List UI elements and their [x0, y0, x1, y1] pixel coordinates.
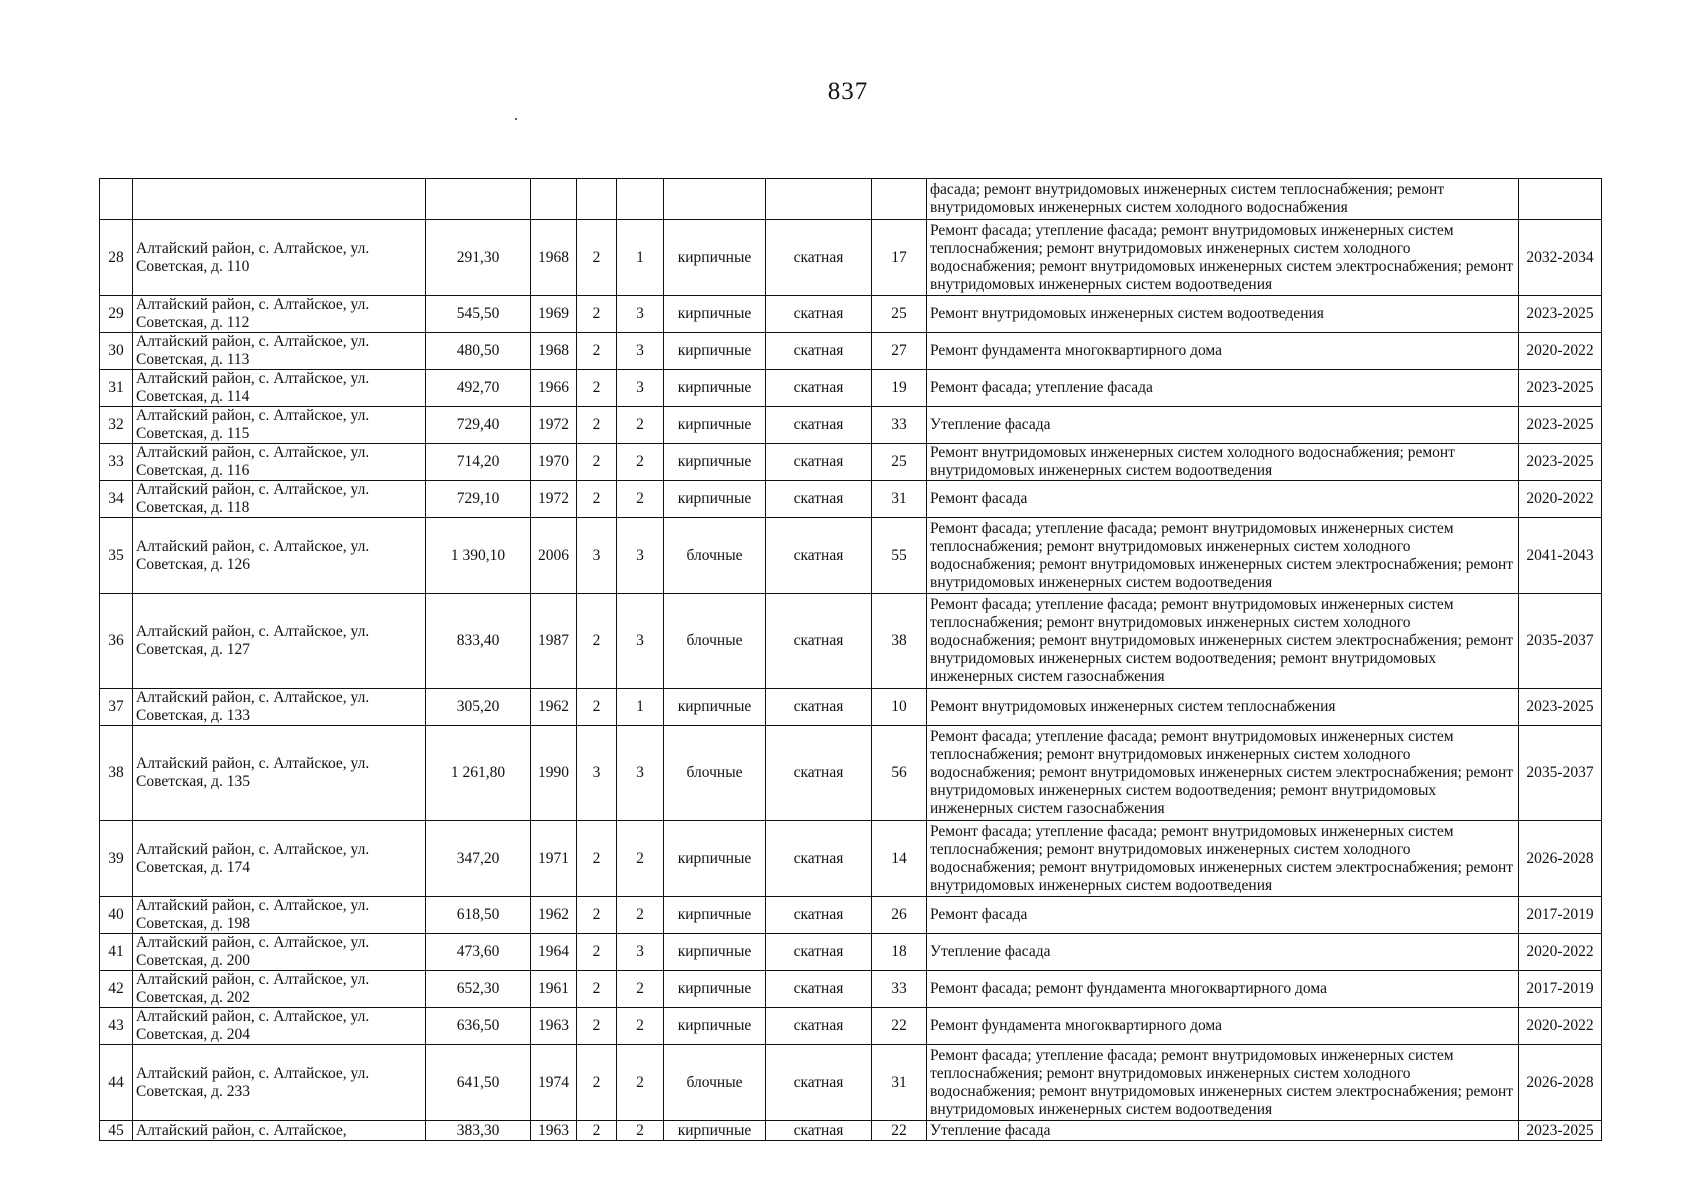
cell-entrances: 3	[617, 370, 664, 407]
cell-units: 31	[872, 1045, 927, 1121]
cell-floors: 3	[577, 518, 617, 594]
cell-year: 1968	[531, 220, 577, 296]
cell-walls: блочные	[664, 594, 766, 689]
cell-walls: кирпичные	[664, 971, 766, 1008]
cell-period: 2041-2043	[1519, 518, 1602, 594]
cell-year: 1969	[531, 296, 577, 333]
cell-area: 291,30	[426, 220, 531, 296]
cell-number: 42	[100, 971, 133, 1008]
cell-address: Алтайский район, с. Алтайское, ул. Советская, д. 204	[133, 1008, 426, 1045]
cell-period: 2020-2022	[1519, 333, 1602, 370]
cell-works: Ремонт фасада; утепление фасада	[927, 370, 1519, 407]
cell-entrances	[617, 179, 664, 220]
cell-floors: 2	[577, 689, 617, 726]
cell-walls: кирпичные	[664, 1008, 766, 1045]
cell-walls: кирпичные	[664, 333, 766, 370]
cell-roof: скатная	[766, 821, 872, 897]
table-body	[100, 179, 1602, 1141]
cell-floors: 2	[577, 407, 617, 444]
cell-works: Ремонт фасада	[927, 897, 1519, 934]
cell-area: 729,10	[426, 481, 531, 518]
table-row	[100, 594, 1602, 689]
cell-floors: 2	[577, 934, 617, 971]
table-row	[100, 370, 1602, 407]
cell-area: 636,50	[426, 1008, 531, 1045]
cell-works: Ремонт фасада; утепление фасада; ремонт внутридомовых инженерных систем теплоснабжения; ремонт внутридомовых инженерных систем холодного водоснабжения; ремонт внутридомовых инженерных систем электроснабжения; ремонт внутридомовых инженерных систем водоотведения; ремонт внутридомовых инженерных систем газоснабжения	[927, 726, 1519, 821]
cell-roof: скатная	[766, 370, 872, 407]
cell-floors: 2	[577, 821, 617, 897]
cell-number: 29	[100, 296, 133, 333]
cell-roof: скатная	[766, 689, 872, 726]
cell-walls: кирпичные	[664, 407, 766, 444]
cell-entrances: 1	[617, 220, 664, 296]
cell-number: 36	[100, 594, 133, 689]
cell-area: 545,50	[426, 296, 531, 333]
cell-period	[1519, 179, 1602, 220]
cell-walls: кирпичные	[664, 897, 766, 934]
cell-entrances: 2	[617, 971, 664, 1008]
table-row	[100, 934, 1602, 971]
cell-floors: 3	[577, 726, 617, 821]
cell-number: 40	[100, 897, 133, 934]
cell-period: 2026-2028	[1519, 821, 1602, 897]
cell-number: 34	[100, 481, 133, 518]
table-row	[100, 897, 1602, 934]
cell-entrances: 2	[617, 1008, 664, 1045]
cell-roof: скатная	[766, 971, 872, 1008]
cell-floors: 2	[577, 220, 617, 296]
cell-number: 43	[100, 1008, 133, 1045]
cell-year: 1970	[531, 444, 577, 481]
cell-units: 10	[872, 689, 927, 726]
cell-area: 1 390,10	[426, 518, 531, 594]
cell-entrances: 3	[617, 333, 664, 370]
cell-roof: скатная	[766, 333, 872, 370]
cell-period: 2032-2034	[1519, 220, 1602, 296]
table-row	[100, 971, 1602, 1008]
cell-walls: кирпичные	[664, 220, 766, 296]
cell-address: Алтайский район, с. Алтайское, ул. Советская, д. 110	[133, 220, 426, 296]
cell-address	[133, 179, 426, 220]
cell-area: 492,70	[426, 370, 531, 407]
cell-number: 37	[100, 689, 133, 726]
cell-address: Алтайский район, с. Алтайское, ул. Советская, д. 127	[133, 594, 426, 689]
cell-year: 1966	[531, 370, 577, 407]
cell-period: 2023-2025	[1519, 1121, 1602, 1141]
cell-period: 2020-2022	[1519, 481, 1602, 518]
cell-period: 2023-2025	[1519, 370, 1602, 407]
table-row	[100, 296, 1602, 333]
cell-address: Алтайский район, с. Алтайское, ул. Советская, д. 200	[133, 934, 426, 971]
cell-units: 25	[872, 296, 927, 333]
cell-walls: блочные	[664, 518, 766, 594]
cell-floors	[577, 179, 617, 220]
cell-address: Алтайский район, с. Алтайское, ул. Советская, д. 112	[133, 296, 426, 333]
cell-year: 1972	[531, 481, 577, 518]
cell-year: 1971	[531, 821, 577, 897]
cell-year: 1963	[531, 1121, 577, 1141]
cell-roof: скатная	[766, 897, 872, 934]
table-row	[100, 444, 1602, 481]
cell-entrances: 3	[617, 594, 664, 689]
cell-entrances: 2	[617, 407, 664, 444]
scan-speck	[515, 118, 517, 120]
continued-row	[100, 179, 1602, 220]
cell-number: 45	[100, 1121, 133, 1141]
page-number: 837	[827, 78, 869, 105]
cell-works: Ремонт внутридомовых инженерных систем водоотведения	[927, 296, 1519, 333]
cell-works: Ремонт фундамента многоквартирного дома	[927, 333, 1519, 370]
cell-floors: 2	[577, 897, 617, 934]
cell-units: 19	[872, 370, 927, 407]
cell-works: Ремонт фасада; утепление фасада; ремонт внутридомовых инженерных систем теплоснабжения; ремонт внутридомовых инженерных систем холодного водоснабжения; ремонт внутридомовых инженерных систем электроснабжения; ремонт внутридомовых инженерных систем водоотведения	[927, 821, 1519, 897]
cell-units: 56	[872, 726, 927, 821]
cell-floors: 2	[577, 1045, 617, 1121]
cell-area: 473,60	[426, 934, 531, 971]
cell-period: 2023-2025	[1519, 444, 1602, 481]
cell-period: 2035-2037	[1519, 726, 1602, 821]
cell-floors: 2	[577, 444, 617, 481]
cell-number: 41	[100, 934, 133, 971]
table-row	[100, 1008, 1602, 1045]
cell-walls: блочные	[664, 726, 766, 821]
cell-address: Алтайский район, с. Алтайское, ул. Советская, д. 233	[133, 1045, 426, 1121]
cell-units: 22	[872, 1121, 927, 1141]
cell-units: 27	[872, 333, 927, 370]
cell-roof: скатная	[766, 1045, 872, 1121]
cell-period: 2023-2025	[1519, 296, 1602, 333]
cell-floors: 2	[577, 481, 617, 518]
table-row	[100, 481, 1602, 518]
cell-entrances: 3	[617, 726, 664, 821]
table-row	[100, 1045, 1602, 1121]
table-row	[100, 726, 1602, 821]
cell-floors: 2	[577, 594, 617, 689]
cell-period: 2017-2019	[1519, 897, 1602, 934]
cell-units: 25	[872, 444, 927, 481]
cell-area: 833,40	[426, 594, 531, 689]
cell-roof: скатная	[766, 1121, 872, 1141]
cell-units: 55	[872, 518, 927, 594]
cell-area: 480,50	[426, 333, 531, 370]
cell-roof: скатная	[766, 934, 872, 971]
cell-area: 347,20	[426, 821, 531, 897]
cell-units: 22	[872, 1008, 927, 1045]
cell-address: Алтайский район, с. Алтайское, ул. Советская, д. 198	[133, 897, 426, 934]
cell-units: 38	[872, 594, 927, 689]
cell-year: 1963	[531, 1008, 577, 1045]
table-row	[100, 518, 1602, 594]
cell-walls: кирпичные	[664, 481, 766, 518]
cell-address: Алтайский район, с. Алтайское, ул. Советская, д. 114	[133, 370, 426, 407]
cell-number: 38	[100, 726, 133, 821]
cell-walls: кирпичные	[664, 821, 766, 897]
cell-period: 2020-2022	[1519, 934, 1602, 971]
cell-units: 14	[872, 821, 927, 897]
cell-number: 33	[100, 444, 133, 481]
cell-roof: скатная	[766, 1008, 872, 1045]
cell-area: 652,30	[426, 971, 531, 1008]
cell-works: Утепление фасада	[927, 1121, 1519, 1141]
cell-year: 1962	[531, 897, 577, 934]
cell-area: 729,40	[426, 407, 531, 444]
cell-year: 1964	[531, 934, 577, 971]
cell-works: Ремонт внутридомовых инженерных систем теплоснабжения	[927, 689, 1519, 726]
cell-address: Алтайский район, с. Алтайское, ул. Советская, д. 133	[133, 689, 426, 726]
cell-address: Алтайский район, с. Алтайское,	[133, 1121, 426, 1141]
cell-works: Ремонт фасада; утепление фасада; ремонт внутридомовых инженерных систем теплоснабжения; ремонт внутридомовых инженерных систем холодного водоснабжения; ремонт внутридомовых инженерных систем электроснабжения; ремонт внутридомовых инженерных систем водоотведения	[927, 518, 1519, 594]
cell-units: 26	[872, 897, 927, 934]
cell-year: 1990	[531, 726, 577, 821]
cell-area: 305,20	[426, 689, 531, 726]
cell-year: 1962	[531, 689, 577, 726]
cell-period: 2023-2025	[1519, 689, 1602, 726]
cell-floors: 2	[577, 370, 617, 407]
cell-area: 1 261,80	[426, 726, 531, 821]
cell-address: Алтайский район, с. Алтайское, ул. Советская, д. 202	[133, 971, 426, 1008]
cell-roof: скатная	[766, 296, 872, 333]
cell-area: 383,30	[426, 1121, 531, 1141]
cell-year: 1972	[531, 407, 577, 444]
cell-number: 44	[100, 1045, 133, 1121]
cell-works: Утепление фасада	[927, 407, 1519, 444]
table-row	[100, 1121, 1602, 1141]
cell-period: 2026-2028	[1519, 1045, 1602, 1121]
cell-year: 1987	[531, 594, 577, 689]
cell-works: Ремонт фасада; ремонт фундамента многоквартирного дома	[927, 971, 1519, 1008]
cell-roof: скатная	[766, 481, 872, 518]
cell-number: 28	[100, 220, 133, 296]
cell-roof: скатная	[766, 444, 872, 481]
cell-area: 641,50	[426, 1045, 531, 1121]
cell-year: 1968	[531, 333, 577, 370]
cell-entrances: 2	[617, 821, 664, 897]
cell-units: 18	[872, 934, 927, 971]
cell-walls: кирпичные	[664, 370, 766, 407]
cell-entrances: 2	[617, 897, 664, 934]
housing-register-table	[99, 178, 1602, 1141]
cell-address: Алтайский район, с. Алтайское, ул. Советская, д. 135	[133, 726, 426, 821]
cell-walls: кирпичные	[664, 689, 766, 726]
cell-period: 2035-2037	[1519, 594, 1602, 689]
cell-area: 618,50	[426, 897, 531, 934]
cell-works: Утепление фасада	[927, 934, 1519, 971]
cell-number: 30	[100, 333, 133, 370]
cell-year: 2006	[531, 518, 577, 594]
cell-works: Ремонт фасада; утепление фасада; ремонт внутридомовых инженерных систем теплоснабжения; ремонт внутридомовых инженерных систем холодного водоснабжения; ремонт внутридомовых инженерных систем электроснабжения; ремонт внутридомовых инженерных систем водоотведения	[927, 220, 1519, 296]
cell-address: Алтайский район, с. Алтайское, ул. Советская, д. 115	[133, 407, 426, 444]
cell-works: Ремонт фасада; утепление фасада; ремонт внутридомовых инженерных систем теплоснабжения; ремонт внутридомовых инженерных систем холодного водоснабжения; ремонт внутридомовых инженерных систем электроснабжения; ремонт внутридомовых инженерных систем водоотведения; ремонт внутридомовых инженерных систем газоснабжения	[927, 594, 1519, 689]
cell-roof: скатная	[766, 594, 872, 689]
cell-area: 714,20	[426, 444, 531, 481]
cell-number: 31	[100, 370, 133, 407]
cell-works: фасада; ремонт внутридомовых инженерных систем теплоснабжения; ремонт внутридомовых инженерных систем холодного водоснабжения	[927, 179, 1519, 220]
table-row	[100, 689, 1602, 726]
cell-address: Алтайский район, с. Алтайское, ул. Советская, д. 113	[133, 333, 426, 370]
cell-floors: 2	[577, 971, 617, 1008]
cell-number: 32	[100, 407, 133, 444]
cell-roof: скатная	[766, 726, 872, 821]
cell-units: 31	[872, 481, 927, 518]
cell-works: Ремонт фасада; утепление фасада; ремонт внутридомовых инженерных систем теплоснабжения; ремонт внутридомовых инженерных систем холодного водоснабжения; ремонт внутридомовых инженерных систем электроснабжения; ремонт внутридомовых инженерных систем водоотведения	[927, 1045, 1519, 1121]
cell-address: Алтайский район, с. Алтайское, ул. Советская, д. 174	[133, 821, 426, 897]
cell-year: 1961	[531, 971, 577, 1008]
table-row	[100, 220, 1602, 296]
cell-walls: кирпичные	[664, 934, 766, 971]
cell-entrances: 2	[617, 1045, 664, 1121]
cell-works: Ремонт фасада	[927, 481, 1519, 518]
cell-address: Алтайский район, с. Алтайское, ул. Советская, д. 126	[133, 518, 426, 594]
cell-period: 2023-2025	[1519, 407, 1602, 444]
table-row	[100, 407, 1602, 444]
cell-roof: скатная	[766, 220, 872, 296]
cell-units	[872, 179, 927, 220]
cell-entrances: 2	[617, 481, 664, 518]
cell-entrances: 3	[617, 296, 664, 333]
cell-units: 17	[872, 220, 927, 296]
cell-works: Ремонт фундамента многоквартирного дома	[927, 1008, 1519, 1045]
cell-units: 33	[872, 971, 927, 1008]
cell-entrances: 1	[617, 689, 664, 726]
cell-walls	[664, 179, 766, 220]
table-row	[100, 333, 1602, 370]
cell-walls: кирпичные	[664, 296, 766, 333]
cell-walls: блочные	[664, 1045, 766, 1121]
cell-roof	[766, 179, 872, 220]
cell-works: Ремонт внутридомовых инженерных систем холодного водоснабжения; ремонт внутридомовых инженерных систем водоотведения	[927, 444, 1519, 481]
cell-area	[426, 179, 531, 220]
cell-number	[100, 179, 133, 220]
cell-year: 1974	[531, 1045, 577, 1121]
cell-number: 35	[100, 518, 133, 594]
cell-year	[531, 179, 577, 220]
cell-address: Алтайский район, с. Алтайское, ул. Советская, д. 118	[133, 481, 426, 518]
cell-floors: 2	[577, 333, 617, 370]
cell-period: 2017-2019	[1519, 971, 1602, 1008]
cell-entrances: 3	[617, 934, 664, 971]
cell-roof: скатная	[766, 407, 872, 444]
cell-entrances: 2	[617, 1121, 664, 1141]
cell-walls: кирпичные	[664, 1121, 766, 1141]
table-row	[100, 821, 1602, 897]
cell-roof: скатная	[766, 518, 872, 594]
cell-floors: 2	[577, 1121, 617, 1141]
cell-floors: 2	[577, 1008, 617, 1045]
cell-units: 33	[872, 407, 927, 444]
cell-entrances: 3	[617, 518, 664, 594]
cell-period: 2020-2022	[1519, 1008, 1602, 1045]
cell-floors: 2	[577, 296, 617, 333]
cell-address: Алтайский район, с. Алтайское, ул. Советская, д. 116	[133, 444, 426, 481]
cell-number: 39	[100, 821, 133, 897]
cell-walls: кирпичные	[664, 444, 766, 481]
cell-entrances: 2	[617, 444, 664, 481]
